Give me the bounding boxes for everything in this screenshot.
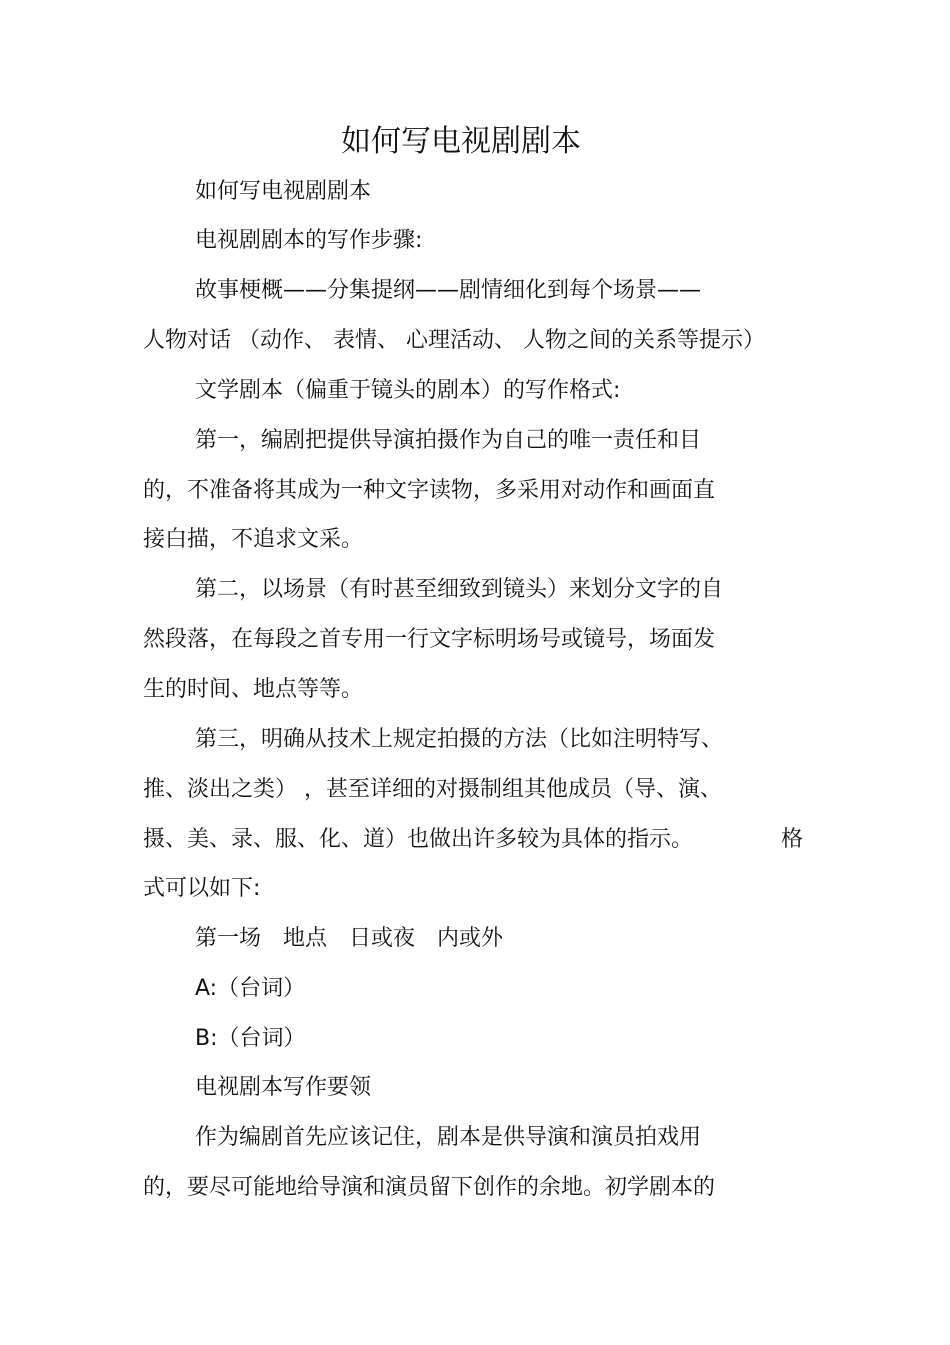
paragraph-line: 的，要尽可能地给导演和演员留下创作的余地。初学剧本的 bbox=[143, 1175, 716, 1200]
paragraph-line: 文学剧本（偏重于镜头的剧本）的写作格式: bbox=[195, 378, 621, 403]
paragraph-line: 电视剧剧本的写作步骤: bbox=[195, 228, 423, 253]
paragraph-fragment: 格 bbox=[781, 827, 804, 852]
paragraph-line: 第三，明确从技术上规定拍摄的方法（比如注明特写、 bbox=[195, 727, 724, 752]
document-title: 如何写电视剧剧本 bbox=[341, 124, 581, 159]
paragraph-line: 人物对话 （动作、 表情、 心理活动、 人物之间的关系等提示） bbox=[143, 328, 765, 353]
paragraph-line: 第二，以场景（有时甚至细致到镜头）来划分文字的自 bbox=[195, 577, 724, 602]
dialogue-line-b: B:（台词） bbox=[195, 1026, 306, 1051]
paragraph-line: 的，不准备将其成为一种文字读物，多采用对动作和画面直 bbox=[143, 478, 716, 503]
paragraph-line: 然段落，在每段之首专用一行文字标明场号或镜号，场面发 bbox=[143, 627, 716, 652]
scene-format-line: 第一场 地点 日或夜 内或外 bbox=[195, 926, 504, 951]
paragraph-line: 摄、美、录、服、化、道）也做出许多较为具体的指示。 bbox=[143, 827, 694, 852]
paragraph-line: 作为编剧首先应该记住，剧本是供导演和演员拍戏用 bbox=[195, 1125, 702, 1150]
paragraph-line: 如何写电视剧剧本 bbox=[195, 179, 372, 204]
paragraph-line: 生的时间、地点等等。 bbox=[143, 677, 364, 702]
paragraph-line: 推、淡出之类） ，甚至详细的对摄制组其他成员（导、演、 bbox=[143, 777, 722, 802]
paragraph-line: 故事梗概——分集提纲——剧情细化到每个场景—— bbox=[195, 278, 702, 303]
section-heading: 电视剧本写作要领 bbox=[195, 1075, 372, 1100]
paragraph-line: 第一，编剧把提供导演拍摄作为自己的唯一责任和目 bbox=[195, 428, 702, 453]
paragraph-line: 接白描，不追求文采。 bbox=[143, 527, 364, 552]
dialogue-line-a: A:（台词） bbox=[195, 976, 306, 1001]
paragraph-line: 式可以如下: bbox=[143, 876, 261, 901]
